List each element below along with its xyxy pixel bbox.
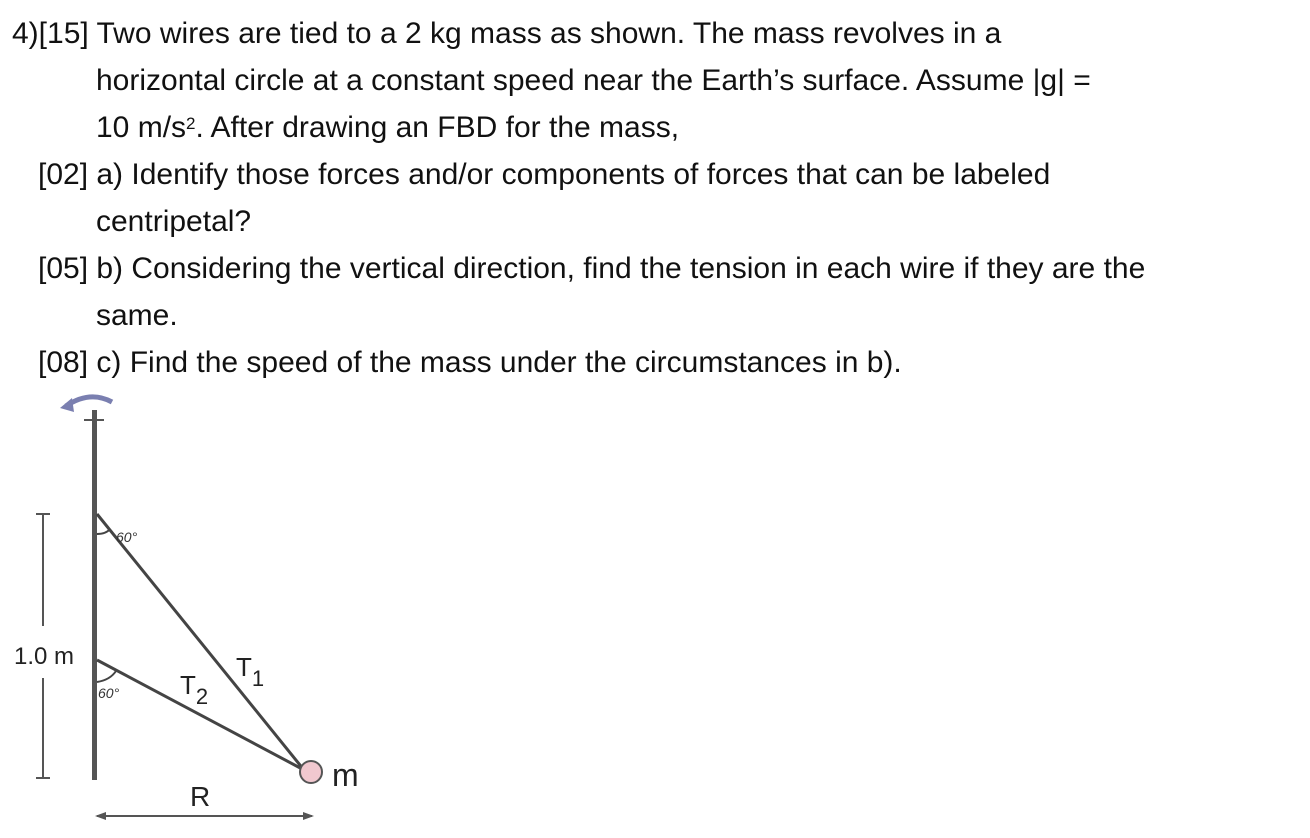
tension-t2-base: T [180,670,196,700]
height-label: 1.0 m [14,643,75,670]
gravity-exponent: 2 [186,114,196,133]
radius-arrow-head-left-icon [95,812,106,820]
vertical-pole [92,410,97,780]
problem-line-3 [12,104,1302,151]
radius-arrow-head-right-icon [303,812,314,820]
gravity-value: 10 m/s [96,111,187,144]
problem-line-3-rest: . After drawing an FBD for the mass, [195,111,680,144]
problem-text [12,10,1302,386]
wire-t2 [97,660,304,770]
angle-arc-top [97,529,110,534]
problem-line-2: horizontal circle at a constant speed near the Earth’s surface. Assume |g| = [96,64,1091,97]
rotation-arrow-head-icon [60,398,74,412]
part-b-line-1: [05] b) Considering the vertical direction, find the tension in each wire if they are the [38,252,1146,285]
angle-label-top: 60° [116,529,138,545]
tension-t2-sub: 2 [195,684,209,709]
tension-t2-label [180,670,208,709]
part-c-line-1: [08] c) Find the speed of the mass under the circumstances in b). [38,346,902,379]
part-a-line-2: centripetal? [96,205,252,238]
angle-label-bottom: 60° [98,685,120,701]
wire-t1 [97,514,304,770]
tension-t1-label [236,652,264,691]
part-b-line-2: same. [96,299,178,332]
radius-label: R [190,781,211,812]
tension-t1-base: T [236,652,252,682]
tension-t1-sub: 1 [251,666,265,691]
mass-circle [300,761,322,783]
problem-line-1: 4)[15] Two wires are tied to a 2 kg mass as shown. The mass revolves in a [12,17,1002,50]
physics-diagram [0,388,420,838]
part-a-line-1: [02] a) Identify those forces and/or components of forces that can be labeled [38,158,1051,191]
angle-arc-bottom [97,671,116,682]
mass-label: m [332,757,359,793]
